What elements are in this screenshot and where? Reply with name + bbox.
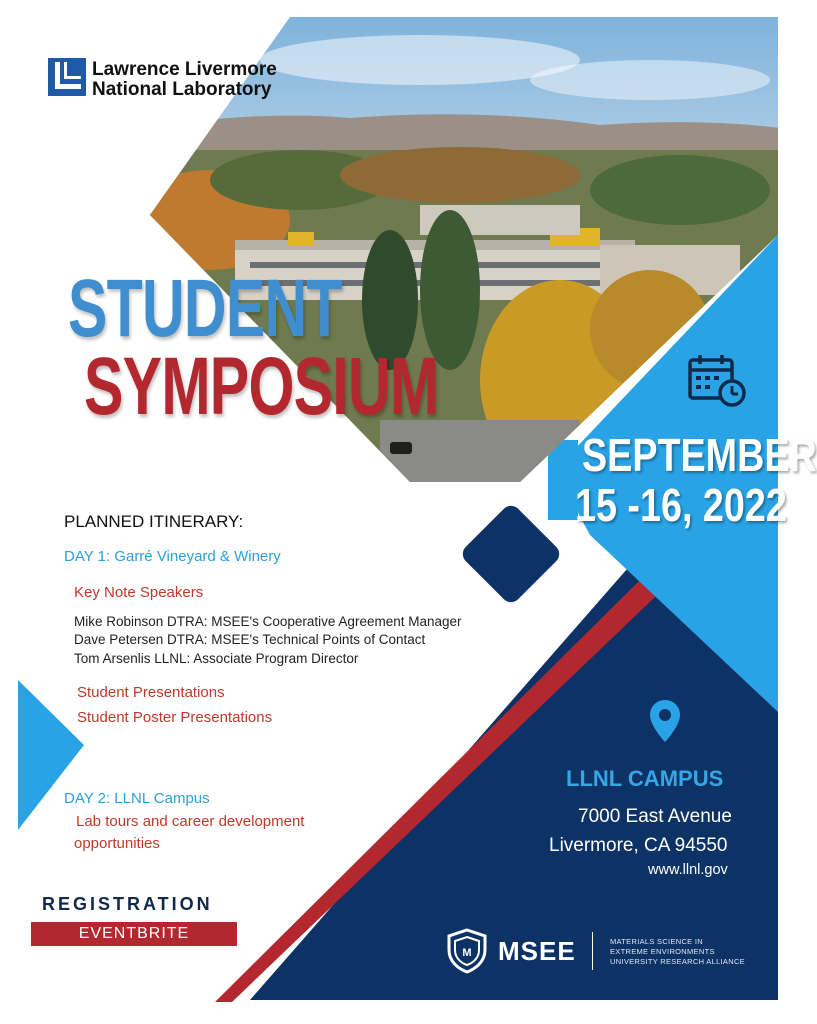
location-pin-icon bbox=[648, 698, 682, 744]
keynote-heading: Key Note Speakers bbox=[74, 584, 204, 601]
navy-small-diamond bbox=[459, 502, 564, 607]
campus-title: LLNL CAMPUS bbox=[566, 766, 724, 791]
address-line-2: Livermore, CA 94550 bbox=[549, 835, 728, 856]
msee-subtitle-3: UNIVERSITY RESEARCH ALLIANCE bbox=[610, 957, 745, 966]
registration-title: REGISTRATION bbox=[42, 894, 213, 914]
title-symposium: SYMPOSIUM bbox=[84, 341, 439, 432]
svg-text:M: M bbox=[462, 947, 472, 959]
speaker-item: Tom Arsenlis LLNL: Associate Program Director bbox=[74, 651, 359, 666]
calendar-clock-icon bbox=[688, 354, 748, 408]
date-month: SEPTEMBER bbox=[582, 429, 817, 481]
msee-wordmark: MSEE bbox=[498, 936, 576, 966]
title-student: STUDENT bbox=[68, 263, 342, 354]
speaker-item: Mike Robinson DTRA: MSEE's Cooperative Agreement Manager bbox=[74, 614, 462, 629]
msee-shield-icon bbox=[445, 928, 489, 974]
date-days: 15 -16, 2022 bbox=[575, 479, 787, 531]
msee-subtitle-2: EXTREME ENVIRONMENTS bbox=[610, 947, 715, 956]
llnl-logo-icon bbox=[48, 58, 86, 96]
msee-subtitle-1: MATERIALS SCIENCE IN bbox=[610, 937, 703, 946]
logo-line-1: Lawrence Livermore bbox=[92, 59, 277, 80]
day1-label: DAY 1: Garré Vineyard & Winery bbox=[64, 548, 281, 565]
msee-divider bbox=[592, 932, 593, 970]
student-presentations: Student Presentations bbox=[77, 684, 225, 701]
website-link[interactable]: www.llnl.gov bbox=[648, 862, 728, 878]
blue-left-triangle bbox=[18, 680, 84, 830]
student-poster-presentations: Student Poster Presentations bbox=[77, 709, 273, 726]
itinerary-heading: PLANNED ITINERARY: bbox=[64, 512, 244, 531]
speaker-item: Dave Petersen DTRA: MSEE's Technical Points of Contact bbox=[74, 632, 426, 647]
day2-detail-line2: opportunities bbox=[74, 835, 160, 852]
logo-line-2: National Laboratory bbox=[92, 79, 272, 100]
llnl-logo bbox=[48, 58, 308, 102]
day2-detail-line1: Lab tours and career development bbox=[76, 813, 305, 830]
day2-label: DAY 2: LLNL Campus bbox=[64, 790, 210, 807]
eventbrite-button[interactable]: EVENTBRITE bbox=[31, 922, 237, 946]
address-line-1: 7000 East Avenue bbox=[578, 806, 732, 827]
